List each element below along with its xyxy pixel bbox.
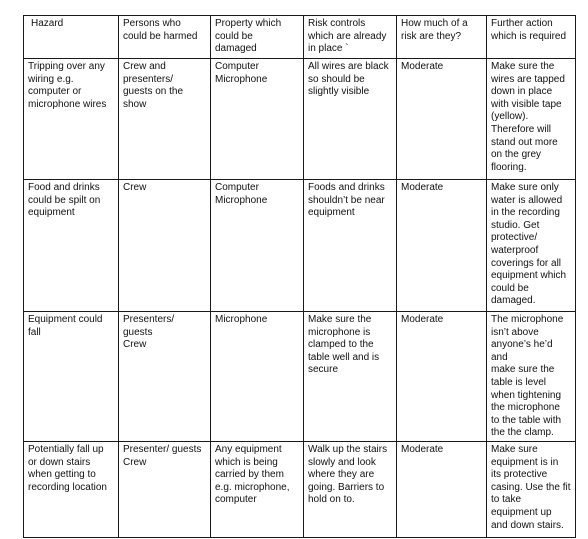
cell-text: Food and drinks could be spilt on equipment	[28, 182, 101, 219]
cell-text: Moderate	[401, 314, 444, 325]
header-risk-level-text: How much of a risk are they?	[401, 18, 468, 42]
header-risk-controls-text: Risk controls which are already in place `	[308, 18, 387, 55]
cell-property	[211, 312, 304, 442]
cell-hazard	[24, 441, 119, 537]
cell-controls	[304, 441, 397, 537]
cell-text: Walk up the stairs slowly and look where they are going. Barriers to hold on to.	[308, 443, 388, 506]
cell-text: Presenters/ guests Crew	[123, 314, 175, 351]
header-hazard	[24, 16, 119, 59]
cell-controls	[304, 59, 397, 180]
cell-text: Crew	[123, 182, 147, 193]
header-persons-harmed	[119, 16, 211, 59]
cell-property	[211, 441, 304, 537]
cell-action	[487, 180, 576, 312]
cell-text: Moderate	[401, 443, 444, 455]
header-risk-controls	[304, 16, 397, 59]
cell-risk	[397, 441, 487, 537]
cell-property	[211, 180, 304, 312]
cell-text: Crew and presenters/ guests on the show	[123, 61, 184, 110]
cell-text: Any equipment which is being carried by them e.g. microphone, computer	[215, 443, 290, 506]
header-persons-harmed-text: Persons who could be harmed	[123, 18, 198, 42]
cell-hazard	[24, 59, 119, 180]
cell-text: Make sure equipment is in its protective casing. Use the fit to take equipment up and down stairs.	[491, 443, 571, 531]
cell-text: Moderate	[401, 61, 444, 72]
cell-text: All wires are black so should be slightly visible	[308, 61, 389, 98]
cell-persons	[119, 59, 211, 180]
cell-text: Microphone	[215, 314, 268, 325]
cell-risk	[397, 312, 487, 442]
cell-hazard	[24, 180, 119, 312]
cell-text: Computer Microphone	[215, 61, 268, 85]
cell-text: Foods and drinks shouldn’t be near equipment	[308, 182, 385, 219]
header-property-damaged-text: Property which could be damaged	[215, 18, 282, 55]
cell-controls	[304, 180, 397, 312]
risk-assessment-table	[23, 15, 576, 538]
cell-property	[211, 59, 304, 180]
table-row	[24, 59, 576, 180]
cell-text: Equipment could fall	[28, 314, 103, 338]
header-further-action	[487, 16, 576, 59]
cell-text: Make sure only water is allowed in the recording studio. Get protective/ waterproof coverings for all equipment which could be damaged.	[491, 182, 567, 307]
cell-text: Presenter/ guests Crew	[123, 443, 202, 468]
cell-action	[487, 59, 576, 180]
table-row	[24, 180, 576, 312]
cell-risk	[397, 180, 487, 312]
table-row	[24, 441, 576, 537]
cell-action	[487, 441, 576, 537]
cell-text: Moderate	[401, 182, 444, 193]
cell-persons	[119, 180, 211, 312]
cell-risk	[397, 59, 487, 180]
header-risk-level	[397, 16, 487, 59]
cell-text: Make sure the microphone is clamped to the table well and is secure	[308, 314, 380, 376]
cell-controls	[304, 312, 397, 442]
table-header-row	[24, 16, 576, 59]
header-hazard-text: Hazard	[31, 18, 64, 29]
cell-text: The microphone isn’t above anyone’s he’d and make sure the table is level when tightening the microphone to the table with the the clamp.	[491, 314, 564, 439]
cell-persons	[119, 312, 211, 442]
cell-text: Computer Microphone	[215, 182, 268, 206]
header-property-damaged	[211, 16, 304, 59]
cell-persons	[119, 441, 211, 537]
cell-text: Potentially fall up or down stairs when getting to recording location	[28, 443, 107, 493]
cell-text: Make sure the wires are tapped down in place with visible tape (yellow). Therefore will stand out more on the grey flooring.	[491, 61, 565, 173]
cell-action	[487, 312, 576, 442]
table-row	[24, 312, 576, 442]
cell-hazard	[24, 312, 119, 442]
header-further-action-text: Further action which is required	[491, 18, 567, 42]
cell-text: Tripping over any wiring e.g. computer or microphone wires	[28, 61, 107, 110]
